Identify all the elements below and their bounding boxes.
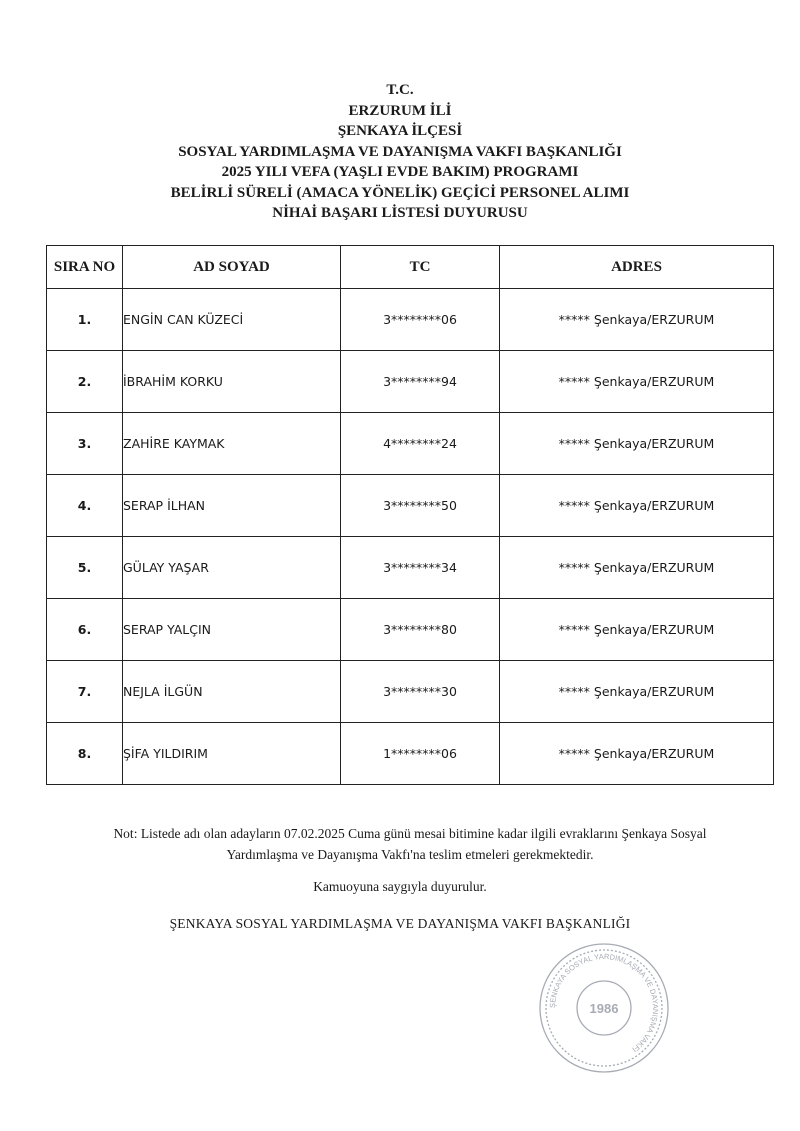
table-row [47,599,774,661]
header-line-foundation: SOSYAL YARDIMLAŞMA VE DAYANIŞMA VAKFI BAŞKANLIĞI [178,143,622,160]
header-line-recruitment: BELİRLİ SÜRELİ (AMACA YÖNELİK) GEÇİCİ PERSONEL ALIMI [170,184,630,201]
table-row [47,475,774,537]
row-number: 3. [47,413,123,475]
table-row [47,289,774,351]
row-number: 6. [47,599,123,661]
seal-center-text: 1986 [589,1001,619,1016]
row-tc: 3********50 [341,475,500,537]
header-line-district: ŞENKAYA İLÇESİ [337,123,463,139]
row-number: 5. [47,537,123,599]
table-row [47,661,774,723]
row-tc: 3********30 [341,661,500,723]
column-header-ad-soyad: AD SOYAD [123,246,341,289]
row-address: ***** Şenkaya/ERZURUM [500,723,774,785]
row-name: ENGİN CAN KÜZECİ [123,289,341,351]
table-row [47,351,774,413]
row-name: NEJLA İLGÜN [123,661,341,723]
table-header-row [47,246,774,289]
row-name: ZAHİRE KAYMAK [123,413,341,475]
row-address: ***** Şenkaya/ERZURUM [500,351,774,413]
column-header-sira-no: SIRA NO [47,246,123,289]
row-tc: 4********24 [341,413,500,475]
row-name: İBRAHİM KORKU [123,351,341,413]
row-address: ***** Şenkaya/ERZURUM [500,475,774,537]
note-text [40,823,780,865]
row-tc: 3********06 [341,289,500,351]
row-number: 8. [47,723,123,785]
header-line-program: 2025 YILI VEFA (YAŞLI EVDE BAKIM) PROGRAMI [221,164,579,180]
row-tc: 3********80 [341,599,500,661]
seal-ring-text: ŞENKAYA SOSYAL YARDIMLAŞMA VE DAYANIŞMA VAKFI [547,951,661,1055]
row-tc: 3********94 [341,351,500,413]
row-number: 4. [47,475,123,537]
row-number: 7. [47,661,123,723]
table-body [47,289,774,785]
document-header [0,80,800,224]
table-row [47,537,774,599]
row-address: ***** Şenkaya/ERZURUM [500,661,774,723]
header-line-tc: T.C. [386,82,414,98]
row-tc: 3********34 [341,537,500,599]
row-number: 2. [47,351,123,413]
row-address: ***** Şenkaya/ERZURUM [500,289,774,351]
closing-text: Kamuoyuna saygıyla duyurulur. [313,879,487,894]
table-row [47,413,774,475]
header-line-announcement: NİHAİ BAŞARI LİSTESİ DUYURUSU [272,205,528,221]
row-name: GÜLAY YAŞAR [123,537,341,599]
row-tc: 1********06 [341,723,500,785]
foundation-seal-stamp [534,938,674,1078]
footer-organization: ŞENKAYA SOSYAL YARDIMLAŞMA VE DAYANIŞMA VAKFI BAŞKANLIĞI [169,916,631,931]
row-name: SERAP YALÇIN [123,599,341,661]
row-name: SERAP İLHAN [123,475,341,537]
row-address: ***** Şenkaya/ERZURUM [500,599,774,661]
note-line-1: Not: Listede adı olan adayların 07.02.2025 Cuma günü mesai bitimine kadar ilgili evraklarını Şenkaya Sosyal [113,826,707,841]
header-line-province: ERZURUM İLİ [348,102,452,119]
note-line-2: Yardımlaşma ve Dayanışma Vakfı'na teslim etmeleri gerekmektedir. [226,847,594,862]
row-name: ŞİFA YILDIRIM [123,723,341,785]
row-address: ***** Şenkaya/ERZURUM [500,537,774,599]
success-list-table [46,245,774,785]
row-number: 1. [47,289,123,351]
row-address: ***** Şenkaya/ERZURUM [500,413,774,475]
table-row [47,723,774,785]
column-header-tc: TC [341,246,500,289]
column-header-adres: ADRES [500,246,774,289]
